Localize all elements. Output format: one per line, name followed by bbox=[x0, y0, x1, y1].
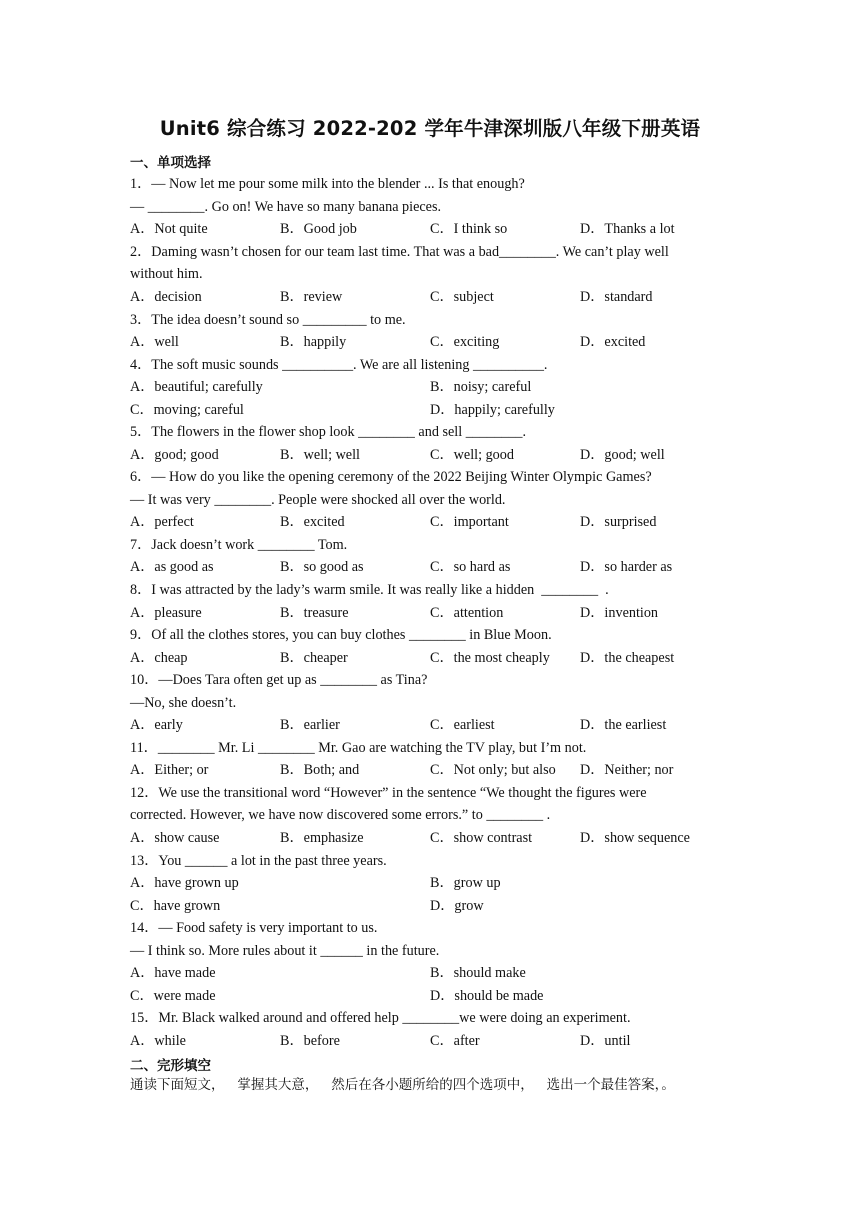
question-7-option-a: A．as good as bbox=[130, 559, 214, 575]
question-7-option-d: D．so harder as bbox=[580, 559, 673, 575]
question-13-option-b: B．grow up bbox=[430, 875, 501, 891]
question-12-option-c: C．show contrast bbox=[430, 830, 533, 846]
question-11-option-b: B．Both; and bbox=[280, 762, 360, 778]
question-9-stem: 9．Of all the clothes stores, you can buy clothes ________ in Blue Moon. bbox=[130, 627, 552, 643]
section-heading-multiple-choice: 一、单项选择 bbox=[130, 155, 211, 171]
question-11-option-c: C．Not only; but also bbox=[430, 762, 556, 778]
question-3-option-c: C．exciting bbox=[430, 334, 500, 350]
question-1-option-d: D．Thanks a lot bbox=[580, 221, 675, 237]
question-10-option-a: A．early bbox=[130, 717, 183, 733]
question-13-option-d: D．grow bbox=[430, 898, 484, 914]
question-9-option-a: A．cheap bbox=[130, 650, 188, 666]
question-5-option-d: D．good; well bbox=[580, 447, 665, 463]
question-4-option-c: C．moving; careful bbox=[130, 402, 244, 418]
question-12-option-a: A．show cause bbox=[130, 830, 220, 846]
question-9-option-b: B．cheaper bbox=[280, 650, 348, 666]
question-2-option-d: D．standard bbox=[580, 289, 653, 305]
question-8-option-b: B．treasure bbox=[280, 605, 349, 621]
cloze-instruction: 通读下面短文， 掌握其大意， 然后在各小题所给的四个选项中， 选出一个最佳答案，。 bbox=[130, 1077, 675, 1093]
question-5-option-c: C．well; good bbox=[430, 447, 514, 463]
question-12-option-d: D．show sequence bbox=[580, 830, 690, 846]
question-8-option-c: C．attention bbox=[430, 605, 504, 621]
question-8-option-d: D．invention bbox=[580, 605, 659, 621]
question-11-option-a: A．Either; or bbox=[130, 762, 209, 778]
question-3-option-d: D．excited bbox=[580, 334, 646, 350]
question-4-stem: 4．The soft music sounds __________. We are all listening __________. bbox=[130, 357, 548, 373]
question-3-option-b: B．happily bbox=[280, 334, 347, 350]
question-6-option-b: B．excited bbox=[280, 514, 345, 530]
question-5-stem: 5．The flowers in the flower shop look ________ and sell ________. bbox=[130, 424, 527, 440]
question-15-option-c: C．after bbox=[430, 1033, 480, 1049]
question-1-option-c: C．I think so bbox=[430, 221, 508, 237]
question-6-option-d: D．surprised bbox=[580, 514, 657, 530]
question-12-option-b: B．emphasize bbox=[280, 830, 364, 846]
question-14-option-a: A．have made bbox=[130, 965, 216, 981]
question-1-option-b: B．Good job bbox=[280, 221, 357, 237]
question-15-option-a: A．while bbox=[130, 1033, 186, 1049]
question-6-stem: 6．— How do you like the opening ceremony of the 2022 Beijing Winter Olympic Games? bbox=[130, 469, 652, 485]
page-title: Unit6 综合练习 2022-202 学年牛津深圳版八年级下册英语 bbox=[159, 117, 701, 140]
question-6-stem-cont: — It was very ________. People were shocked all over the world. bbox=[130, 492, 506, 508]
question-5-option-b: B．well; well bbox=[280, 447, 360, 463]
question-14-option-c: C．were made bbox=[130, 988, 216, 1004]
question-15-option-d: D．until bbox=[580, 1033, 631, 1049]
question-10-stem: 10．—Does Tara often get up as ________ as Tina? bbox=[130, 672, 428, 688]
section-heading-cloze: 二、完形填空 bbox=[130, 1058, 211, 1074]
question-15-option-b: B．before bbox=[280, 1033, 340, 1049]
question-9-option-d: D．the cheapest bbox=[580, 650, 675, 666]
question-1-option-a: A．Not quite bbox=[130, 221, 208, 237]
question-4-option-a: A．beautiful; carefully bbox=[130, 379, 263, 395]
question-11-option-d: D．Neither; nor bbox=[580, 762, 674, 778]
question-2-stem-cont: without him. bbox=[130, 266, 203, 282]
question-4-option-d: D．happily; carefully bbox=[430, 402, 555, 418]
question-14-stem: 14．— Food safety is very important to us. bbox=[130, 920, 378, 936]
question-10-option-b: B．earlier bbox=[280, 717, 340, 733]
question-6-option-c: C．important bbox=[430, 514, 509, 530]
question-12-stem: 12．We use the transitional word “However” in the sentence “We thought the figures were bbox=[130, 785, 647, 801]
question-10-stem-cont: —No, she doesn’t. bbox=[130, 695, 237, 711]
question-2-option-a: A．decision bbox=[130, 289, 202, 305]
question-2-option-b: B．review bbox=[280, 289, 343, 305]
question-10-option-d: D．the earliest bbox=[580, 717, 667, 733]
question-2-stem: 2．Daming wasn’t chosen for our team last time. That was a bad________. We can’t play well bbox=[130, 244, 669, 260]
question-14-option-d: D．should be made bbox=[430, 988, 544, 1004]
question-1-stem-cont: — ________. Go on! We have so many banana pieces. bbox=[130, 199, 442, 215]
question-10-option-c: C．earliest bbox=[430, 717, 495, 733]
question-5-option-a: A．good; good bbox=[130, 447, 219, 463]
question-3-stem: 3．The idea doesn’t sound so _________ to me. bbox=[130, 312, 406, 328]
question-7-option-b: B．so good as bbox=[280, 559, 364, 575]
question-3-option-a: A．well bbox=[130, 334, 179, 350]
question-7-stem: 7．Jack doesn’t work ________ Tom. bbox=[130, 537, 348, 553]
question-9-option-c: C．the most cheaply bbox=[430, 650, 550, 666]
question-14-option-b: B．should make bbox=[430, 965, 526, 981]
question-6-option-a: A．perfect bbox=[130, 514, 194, 530]
question-7-option-c: C．so hard as bbox=[430, 559, 511, 575]
question-8-stem: 8．I was attracted by the lady’s warm smile. It was really like a hidden ________ . bbox=[130, 582, 609, 598]
question-11-stem: 11．________ Mr. Li ________ Mr. Gao are watching the TV play, but I’m not. bbox=[130, 740, 587, 756]
question-4-option-b: B．noisy; careful bbox=[430, 379, 532, 395]
question-13-stem: 13．You ______ a lot in the past three years. bbox=[130, 853, 387, 869]
question-15-stem: 15．Mr. Black walked around and offered help ________we were doing an experiment. bbox=[130, 1010, 631, 1026]
question-8-option-a: A．pleasure bbox=[130, 605, 202, 621]
question-13-option-c: C．have grown bbox=[130, 898, 221, 914]
question-2-option-c: C．subject bbox=[430, 289, 494, 305]
question-14-stem-cont: — I think so. More rules about it ______ in the future. bbox=[130, 943, 440, 959]
question-12-stem-cont: corrected. However, we have now discovered some errors.” to ________ . bbox=[130, 807, 551, 823]
question-13-option-a: A．have grown up bbox=[130, 875, 239, 891]
question-1-stem: 1．— Now let me pour some milk into the blender ... Is that enough? bbox=[130, 176, 525, 192]
